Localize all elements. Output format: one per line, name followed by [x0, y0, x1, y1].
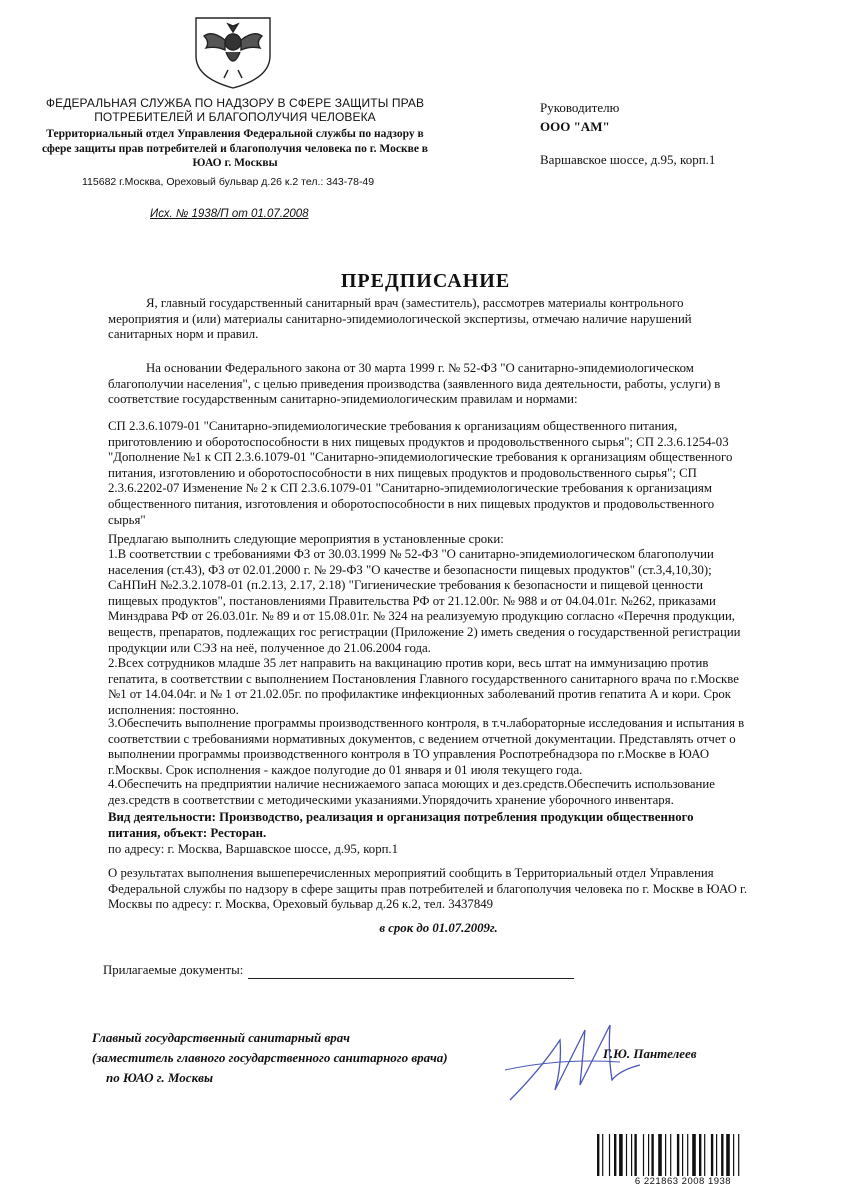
agency-title-line: ФЕДЕРАЛЬНАЯ СЛУЖБА ПО НАДЗОРУ В СФЕРЕ ЗАЩИТЫ ПРАВ: [45, 96, 425, 110]
outgoing-number: Исх. № 1938/П от 01.07.2008: [150, 208, 309, 220]
basis-paragraph: На основании Федерального закона от 30 марта 1999 г. № 52-ФЗ "О санитарно-эпидемиологическом благополучии населения", с целью приведения производства (заявленного вида деятельности, работы, услуги) в соответствие государственным санитарно-эпидемиологическим правилам и нормами:: [108, 361, 721, 407]
item-2: 2.Всех сотрудников младше 35 лет направить на вакцинацию против кори, весь штат на иммунизацию против гепатита, в соответствии с выполнением Постановления Главного государственного санитарного врача по г.Москве №1 от 14.04.04г. и № 1 от 21.02.05г. по профилактике инфекционных заболеваний против гепатита А и кори. Срок исполнения: постоянно.: [108, 656, 739, 717]
activity-address: по адресу: г. Москва, Варшавское шоссе, д.95, корп.1: [108, 842, 399, 856]
rules-paragraph: СП 2.3.6.1079-01 "Санитарно-эпидемиологические требования к организациям общественного питания, приготовлению и оборотоспособности в них пищевых продуктов и продовольственного сырья"; СП 2.3.6.1254-03 "Дополнение №1 к СП 2.3.6.1079-01 "Санитарно-эпидемиологические требования к организациям общественного питания, изготовлению и оборотоспособности в них пищевых продуктов и продовольственного сырья"; СП 2.3.6.2202-07 Изменение № 2 к СП 2.3.6.1079-01 "Санитарно-эпидемиологические требования к организациям общественного питания, изготовления и оборотоспособности в них пищевых продуктов и продовольственного сырья": [108, 419, 733, 527]
report-paragraph: О результатах выполнения вышеперечисленных мероприятий сообщить в Территориальный отдел Управления Федеральной службы по надзору в сфере защиты прав потребителей и благополучия человека по г. Москве в ЮАО г. Москвы по адресу: г. Москва, Ореховый бульвар д.26 к.2, тел. 3437849: [108, 866, 748, 912]
agency-title: [30, 96, 440, 124]
signatory-title-line: по ЮАО г. Москвы: [106, 1070, 213, 1085]
recipient-address: Варшавское шоссе, д.95, корп.1: [540, 152, 716, 167]
state-emblem-icon: [190, 12, 276, 90]
recipient-block: [540, 100, 820, 168]
department-title-line: ЮАО г. Москвы: [192, 157, 278, 169]
barcode-number: 6 221863 2008 1938: [634, 1176, 732, 1187]
propose-paragraph: Предлагаю выполнить следующие мероприятия в установленные сроки:: [108, 532, 504, 546]
signatory-title-line: Главный государственный санитарный врач: [92, 1030, 350, 1045]
item-3: 3.Обеспечить выполнение программы производственного контроля, в т.ч.лабораторные исследования и испытания в соответствии с требованиями нормативных документов, с ведением отчетной документации. Представлять отчет о выполнении программы производственного контроля в ТО управления Роспотребнадзора по г.Москве в ЮАО г.Москвы. Срок исполнения - каждое полугодие до 01 января и 01 июля текущего года.: [108, 716, 745, 777]
department-title-line: сфере защиты прав потребителей и благополучия человека по г. Москве в: [41, 142, 429, 155]
attachments-label: Прилагаемые документы:: [103, 963, 244, 977]
recipient-position: Руководителю: [540, 100, 620, 115]
item-1: 1.В соответствии с требованиями ФЗ от 30.03.1999 № 52-ФЗ "О санитарно-эпидемиологическом благополучии населения (ст.43), ФЗ от 02.01.2000 г. № 29-ФЗ "О качестве и безопасности пищевых продуктов" (ст.3,4,10,30); СаНПиН №2.3.2.1078-01 (п.2.13, 2.17, 2.18) "Гигиенические требования к безопасности и пищевой ценности пищевых продуктов", постановлениями Правительства РФ от 21.12.00г. № 988 и от 04.04.01г. №262, приказами Минздрава РФ от 26.03.01г. № 89 и от 15.08.01г. № 324 на реализуемую продукцию согласно «Перечня продукции, веществ, препаратов, подлежащих гос регистрации (Приложение 2) иметь сведения о государственной регистрации продукции или СЭЗ на неё, полученное до 21.06.2004 года.: [108, 547, 741, 655]
deadline: в срок до 01.07.2009г.: [379, 921, 498, 935]
document-title: ПРЕДПИСАНИЕ: [340, 270, 511, 292]
recipient-organization: ООО "АМ": [540, 119, 610, 134]
agency-title-line: ПОТРЕБИТЕЛЕЙ И БЛАГОПОЛУЧИЯ ЧЕЛОВЕКА: [94, 110, 376, 124]
signatory-title: [92, 1028, 552, 1088]
activity-paragraph: Вид деятельности: Производство, реализация и организация потребления продукции общественного питания, объект: Ресторан.: [108, 810, 694, 840]
signatory-name: Г.Ю. Пантелеев: [603, 1046, 697, 1061]
signatory-title-line: (заместитель главного государственного санитарного врача): [92, 1050, 448, 1065]
department-title-line: Территориальный отдел Управления Федеральной службы по надзору в: [46, 128, 424, 140]
department-title: [20, 127, 450, 171]
item-4: 4.Обеспечить на предприятии наличие неснижаемого запаса моющих и дез.средств.Обеспечить использование дез.средств в соответствии с методическими указаниями.Упорядочить хранение уборочного инвентаря.: [108, 777, 715, 807]
sender-address: 115682 г.Москва, Ореховый бульвар д.26 к.2 тел.: 343-78-49: [82, 176, 375, 188]
attachments-line: [248, 978, 574, 979]
intro-paragraph: Я, главный государственный санитарный врач (заместитель), рассмотрев материалы контрольного мероприятия и (или) материалы санитарно-эпидемиологической экспертизы, отмечаю наличие нарушений санитарных норм и правил.: [108, 296, 692, 342]
barcode: [597, 1134, 769, 1176]
